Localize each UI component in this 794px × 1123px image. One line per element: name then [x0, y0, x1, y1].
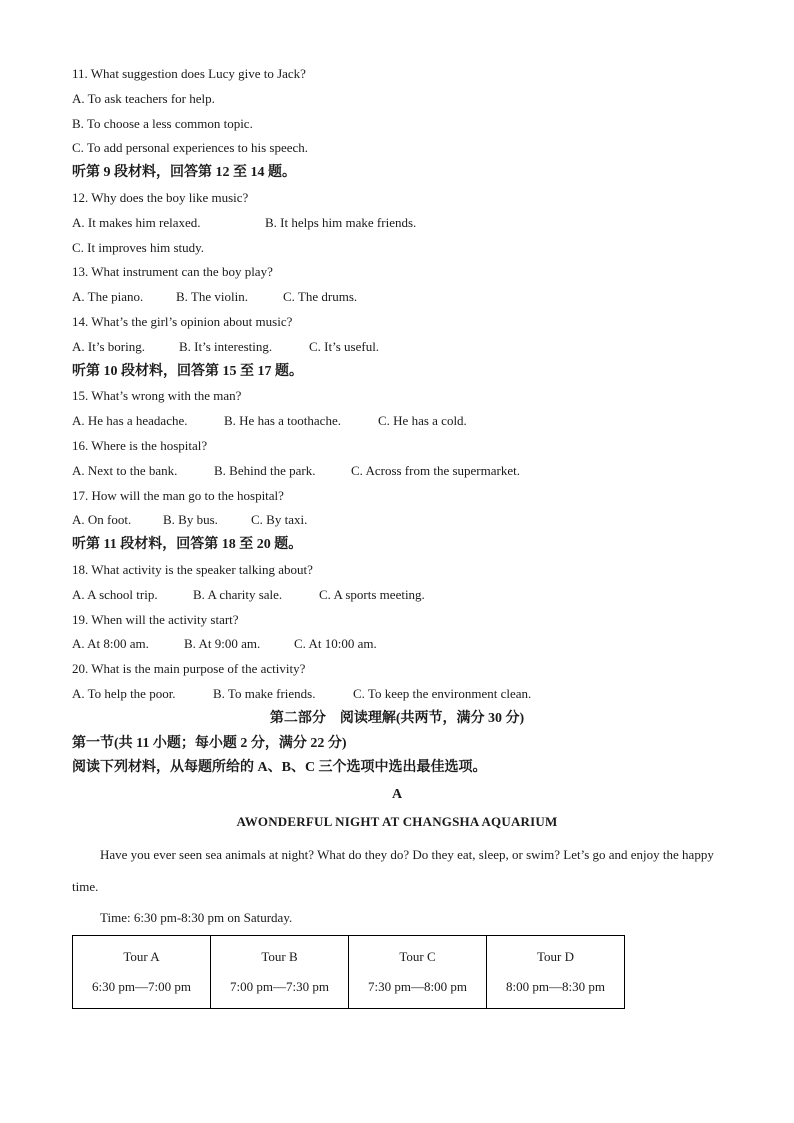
q11-option-b: B. To choose a less common topic. — [72, 115, 253, 131]
tour-time: 6:30 pm—7:00 pm — [92, 978, 191, 994]
q15-option-a: A. He has a headache. — [72, 413, 188, 429]
tour-time: 8:00 pm—8:30 pm — [506, 978, 605, 994]
q14-option-c: C. It’s useful. — [309, 338, 380, 354]
tour-cell-d — [487, 935, 625, 1008]
q13-options-row — [72, 285, 722, 310]
section-9-heading: 听第 9 段材料，回答第 12 至 14 题。 — [72, 165, 296, 181]
question-19: 19. When will the activity start? — [72, 611, 239, 627]
question-20: 20. What is the main purpose of the activity? — [72, 661, 306, 677]
q18-option-b: B. A charity sale. — [193, 586, 283, 602]
q16-option-a: A. Next to the bank. — [72, 462, 178, 478]
question-14: 14. What’s the girl’s opinion about music? — [72, 313, 293, 329]
question-17: 17. How will the man go to the hospital? — [72, 487, 284, 503]
q14-option-a: A. It’s boring. — [72, 338, 145, 354]
q19-option-b: B. At 9:00 am. — [184, 636, 261, 652]
tour-cell-c — [349, 935, 487, 1008]
exam-page — [72, 62, 722, 1009]
table-row — [73, 935, 625, 1008]
section-11-heading: 听第 11 段材料，回答第 18 至 20 题。 — [72, 537, 303, 553]
q19-option-a: A. At 8:00 am. — [72, 636, 149, 652]
passage-intro: Have you ever seen sea animals at night? What do they do? Do they eat, sleep, or swim? Let’s go and enjoy the happy time. — [72, 846, 714, 894]
question-15: 15. What’s wrong with the man? — [72, 388, 242, 404]
q11-option-a: A. To ask teachers for help. — [72, 90, 215, 106]
question-18: 18. What activity is the speaker talking about? — [72, 561, 313, 577]
q13-option-c: C. The drums. — [283, 289, 358, 305]
q17-option-c: C. By taxi. — [251, 512, 308, 528]
tour-schedule-table — [72, 935, 625, 1009]
q15-option-c: C. He has a cold. — [378, 413, 467, 429]
tour-time: 7:30 pm—8:00 pm — [368, 978, 467, 994]
tour-name: Tour A — [123, 948, 160, 964]
q13-option-b: B. The violin. — [176, 289, 248, 305]
q12-option-a: A. It makes him relaxed. — [72, 214, 201, 230]
q20-options-row — [72, 682, 722, 707]
q19-options-row — [72, 632, 722, 657]
q14-options-row — [72, 335, 722, 360]
q16-options-row — [72, 459, 722, 484]
question-11: 11. What suggestion does Lucy give to Jack? — [72, 66, 306, 81]
q17-option-a: A. On foot. — [72, 512, 132, 528]
q12-options-row — [72, 211, 722, 236]
tour-cell-a — [73, 935, 211, 1008]
tour-name: Tour D — [536, 948, 574, 964]
q15-options-row — [72, 409, 722, 434]
q15-option-b: B. He has a toothache. — [224, 413, 341, 429]
passage-title: AWONDERFUL NIGHT AT CHANGSHA AQUARIUM — [236, 813, 558, 829]
q17-options-row — [72, 508, 722, 533]
section-1-heading: 第一节(共 11 小题；每小题 2 分，满分 22 分) — [72, 735, 347, 751]
tour-time: 7:00 pm—7:30 pm — [230, 978, 329, 994]
question-13: 13. What instrument can the boy play? — [72, 264, 273, 280]
section-10-heading: 听第 10 段材料，回答第 15 至 17 题。 — [72, 363, 303, 379]
q11-option-c: C. To add personal experiences to his speech. — [72, 140, 309, 156]
q12-option-c: C. It improves him study. — [72, 239, 205, 255]
q17-option-b: B. By bus. — [163, 512, 218, 528]
q16-option-c: C. Across from the supermarket. — [351, 462, 520, 478]
tour-name: Tour C — [399, 948, 436, 964]
q19-option-c: C. At 10:00 am. — [294, 636, 377, 652]
passage-letter: A — [391, 787, 403, 803]
question-16: 16. Where is the hospital? — [72, 437, 208, 453]
q18-option-c: C. A sports meeting. — [319, 586, 425, 602]
q20-option-c: C. To keep the environment clean. — [353, 685, 532, 701]
tour-name: Tour B — [261, 948, 298, 964]
q20-option-a: A. To help the poor. — [72, 685, 176, 701]
q13-option-a: A. The piano. — [72, 289, 144, 305]
q16-option-b: B. Behind the park. — [214, 462, 316, 478]
part-2-heading: 第二部分 阅读理解(共两节，满分 30 分) — [269, 710, 525, 726]
time-line: Time: 6:30 pm-8:30 pm on Saturday. — [100, 909, 293, 925]
q18-options-row — [72, 583, 722, 608]
q20-option-b: B. To make friends. — [213, 685, 316, 701]
tour-cell-b — [211, 935, 349, 1008]
q12-option-b: B. It helps him make friends. — [265, 214, 417, 230]
reading-instruction: 阅读下列材料，从每题所给的 A、B、C 三个选项中选出最佳选项。 — [72, 760, 487, 776]
q14-option-b: B. It’s interesting. — [179, 338, 273, 354]
q18-option-a: A. A school trip. — [72, 586, 158, 602]
question-12: 12. Why does the boy like music? — [72, 189, 249, 205]
